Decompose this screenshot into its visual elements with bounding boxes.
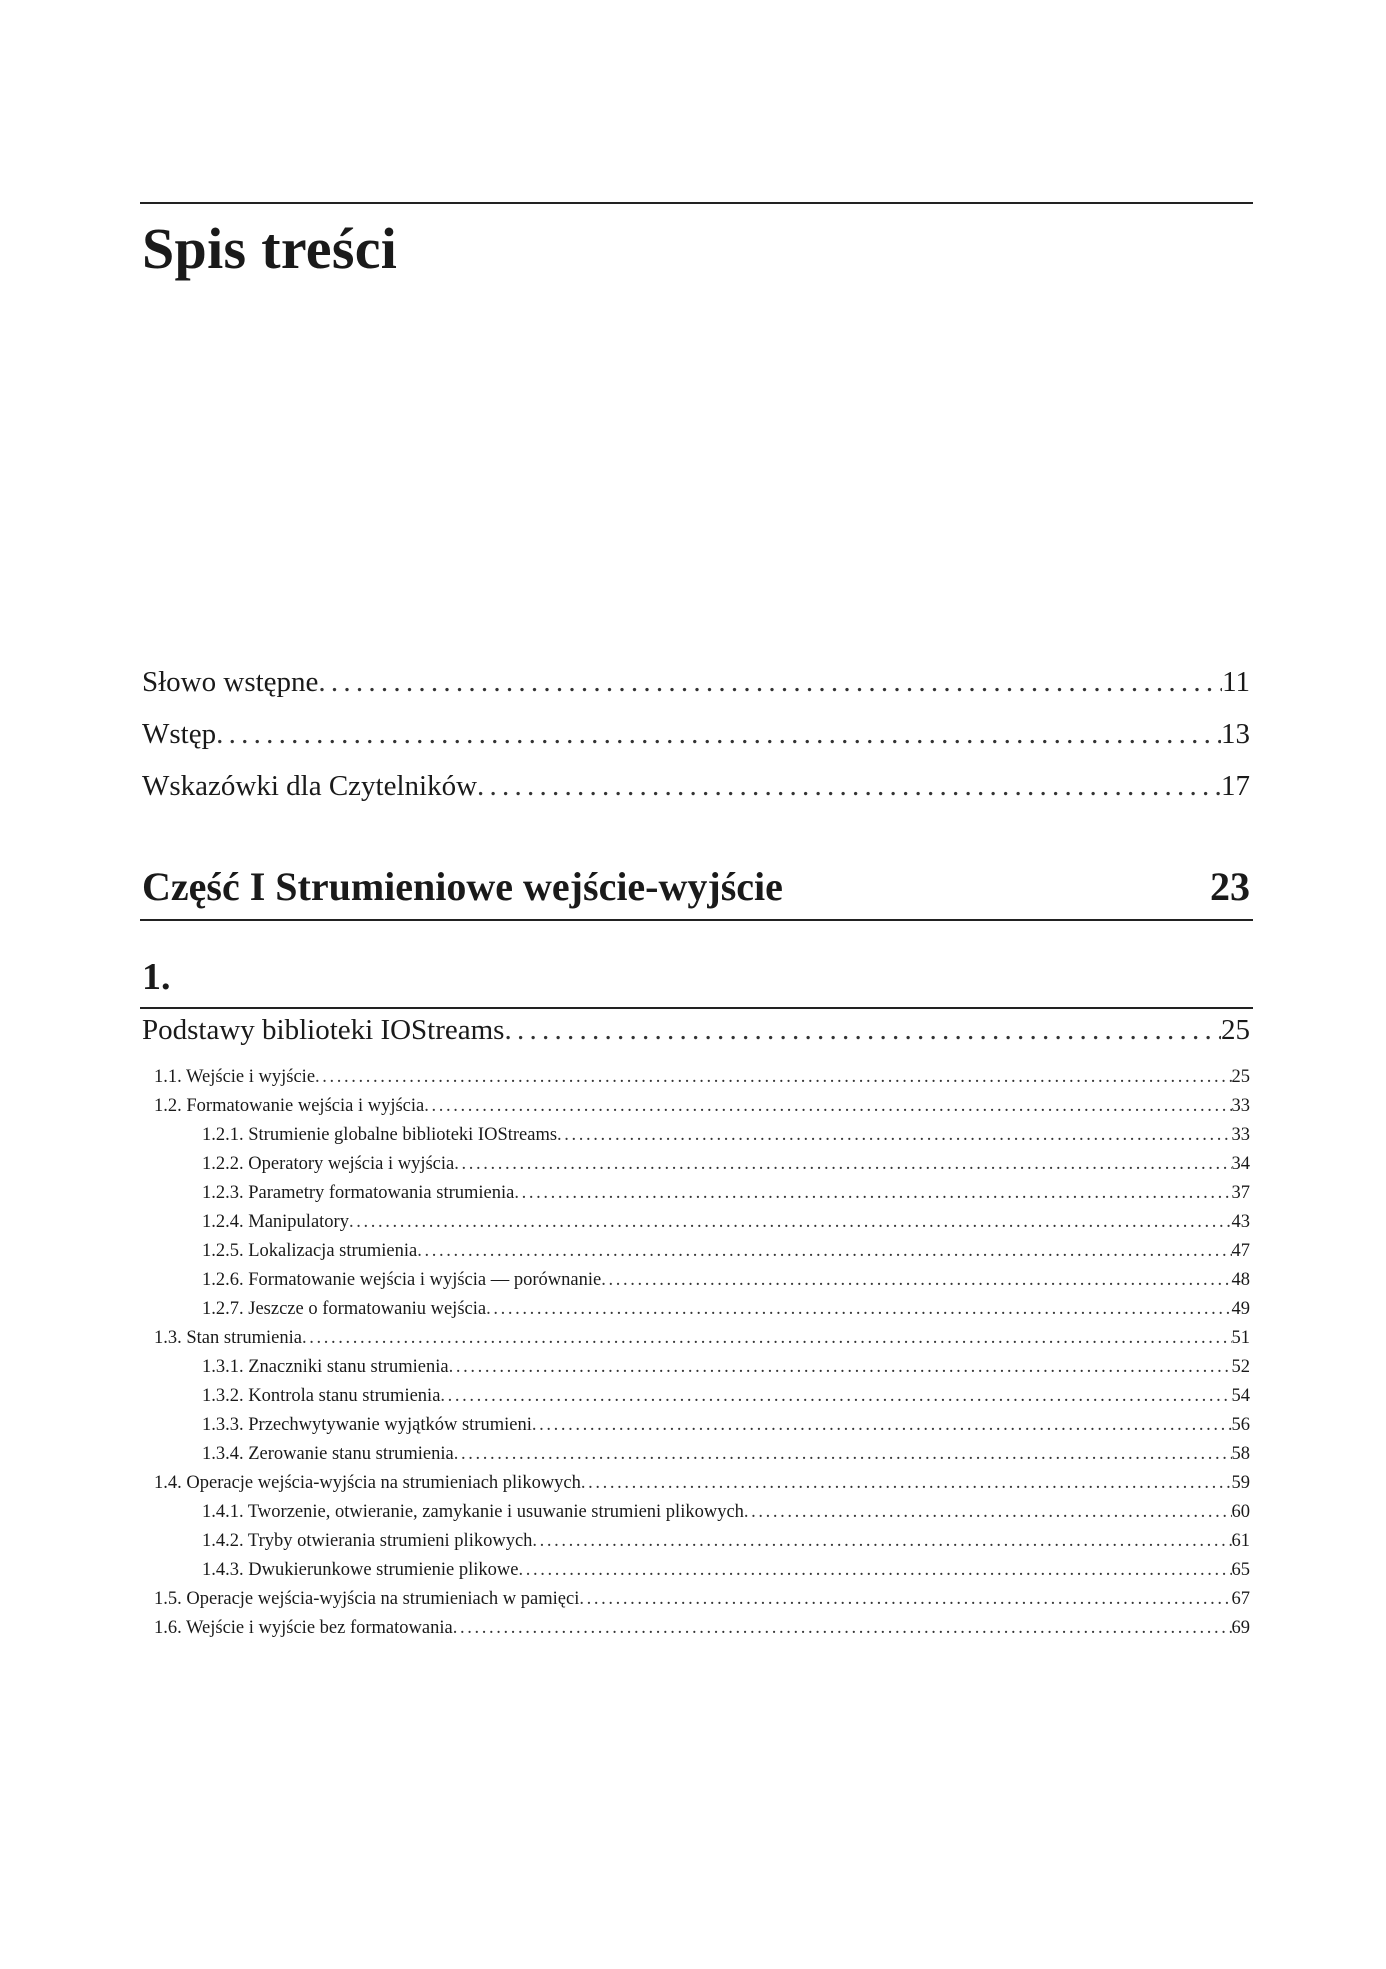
subsection-entry[interactable] (202, 1531, 1250, 1555)
toc-entry[interactable] (142, 718, 1250, 758)
page-title: Spis treści (142, 216, 398, 281)
dot-leader (315, 1067, 1231, 1088)
part-rule (140, 919, 1253, 921)
dot-leader (744, 1502, 1232, 1523)
toc-page (140, 0, 1253, 1969)
section-page: 59 (1231, 1473, 1250, 1493)
section-label: 1.2.2. Operatory wejścia i wyjścia (202, 1154, 455, 1174)
section-label: 1.2.3. Parametry formatowania strumienia (202, 1183, 515, 1203)
section-page: 58 (1231, 1444, 1250, 1464)
toc-entry[interactable] (142, 770, 1250, 810)
section-label: 1.2. Formatowanie wejścia i wyjścia (154, 1096, 425, 1116)
section-entry[interactable] (154, 1589, 1250, 1613)
dot-leader (349, 1212, 1232, 1233)
entry-page: 13 (1221, 718, 1250, 750)
dot-leader (302, 1328, 1232, 1349)
dot-leader (532, 1531, 1231, 1552)
chapter-page: 25 (1221, 1014, 1250, 1046)
part-page: 23 (1210, 864, 1250, 909)
section-page: 65 (1231, 1560, 1250, 1580)
chapter-entry[interactable] (142, 1014, 1250, 1054)
section-label: 1.3.1. Znaczniki stanu strumienia (202, 1357, 449, 1377)
subsection-entry[interactable] (202, 1415, 1250, 1439)
section-label: 1.4. Operacje wejścia-wyjścia na strumieniach plikowych (154, 1473, 581, 1493)
section-label: 1.3. Stan strumienia (154, 1328, 302, 1348)
section-page: 61 (1231, 1531, 1250, 1551)
part-heading[interactable] (142, 863, 1250, 915)
entry-label: Słowo wstępne (142, 666, 319, 698)
section-page: 47 (1231, 1241, 1250, 1261)
section-label: 1.3.4. Zerowanie stanu strumienia (202, 1444, 454, 1464)
section-page: 34 (1231, 1154, 1250, 1174)
subsection-entry[interactable] (202, 1270, 1250, 1294)
section-label: 1.3.3. Przechwytywanie wyjątków strumieni (202, 1415, 532, 1435)
part-label: Część I Strumieniowe wejście-wyjście (142, 864, 783, 909)
section-page: 51 (1231, 1328, 1250, 1348)
dot-leader (504, 1014, 1221, 1047)
section-page: 37 (1231, 1183, 1250, 1203)
section-page: 33 (1231, 1125, 1250, 1145)
dot-leader (440, 1386, 1231, 1407)
dot-leader (424, 1096, 1231, 1117)
subsection-entry[interactable] (202, 1125, 1250, 1149)
subsection-entry[interactable] (202, 1444, 1250, 1468)
toc-entry[interactable] (142, 666, 1250, 706)
chapter-title: Podstawy biblioteki IOStreams (142, 1014, 505, 1046)
section-page: 69 (1231, 1618, 1250, 1638)
section-page: 25 (1231, 1067, 1250, 1087)
subsection-entry[interactable] (202, 1299, 1250, 1323)
dot-leader (453, 1618, 1232, 1639)
section-page: 43 (1231, 1212, 1250, 1232)
section-page: 67 (1231, 1589, 1250, 1609)
section-label: 1.6. Wejście i wyjście bez formatowania (154, 1618, 453, 1638)
dot-leader (514, 1183, 1231, 1204)
subsection-entry[interactable] (202, 1241, 1250, 1265)
dot-leader (601, 1270, 1231, 1291)
entry-label: Wskazówki dla Czytelników (142, 770, 478, 802)
subsection-entry[interactable] (202, 1154, 1250, 1178)
section-entry[interactable] (154, 1618, 1250, 1642)
dot-leader (579, 1589, 1231, 1610)
section-page: 56 (1231, 1415, 1250, 1435)
section-label: 1.2.4. Manipulatory (202, 1212, 349, 1232)
subsection-entry[interactable] (202, 1357, 1250, 1381)
section-label: 1.2.5. Lokalizacja strumienia (202, 1241, 418, 1261)
subsection-entry[interactable] (202, 1212, 1250, 1236)
dot-leader (454, 1444, 1232, 1465)
dot-leader (216, 718, 1221, 751)
dot-leader (477, 770, 1221, 803)
chapter-number: 1. (142, 956, 171, 998)
dot-leader (519, 1560, 1232, 1581)
dot-leader (557, 1125, 1231, 1146)
subsection-entry[interactable] (202, 1502, 1250, 1526)
section-page: 33 (1231, 1096, 1250, 1116)
section-label: 1.4.1. Tworzenie, otwieranie, zamykanie i usuwanie strumieni plikowych (202, 1502, 744, 1522)
dot-leader (486, 1299, 1231, 1320)
entry-label: Wstęp (142, 718, 217, 750)
entry-page: 17 (1221, 770, 1250, 802)
dot-leader (454, 1154, 1231, 1175)
section-entry[interactable] (154, 1473, 1250, 1497)
chapter-rule (140, 1007, 1253, 1009)
section-page: 48 (1231, 1270, 1250, 1290)
section-label: 1.2.6. Formatowanie wejścia i wyjścia — porównanie (202, 1270, 602, 1290)
section-page: 49 (1231, 1299, 1250, 1319)
dot-leader (417, 1241, 1231, 1262)
section-label: 1.3.2. Kontrola stanu strumienia (202, 1386, 441, 1406)
dot-leader (318, 666, 1222, 699)
dot-leader (532, 1415, 1232, 1436)
section-page: 60 (1231, 1502, 1250, 1522)
dot-leader (449, 1357, 1232, 1378)
section-entry[interactable] (154, 1328, 1250, 1352)
subsection-entry[interactable] (202, 1183, 1250, 1207)
section-label: 1.4.2. Tryby otwierania strumieni plikowych (202, 1531, 533, 1551)
section-label: 1.2.1. Strumienie globalne biblioteki IOStreams (202, 1125, 558, 1145)
section-page: 52 (1231, 1357, 1250, 1377)
section-entry[interactable] (154, 1067, 1250, 1091)
entry-page: 11 (1222, 666, 1250, 698)
section-label: 1.2.7. Jeszcze o formatowaniu wejścia (202, 1299, 487, 1319)
section-label: 1.4.3. Dwukierunkowe strumienie plikowe (202, 1560, 519, 1580)
dot-leader (581, 1473, 1232, 1494)
subsection-entry[interactable] (202, 1560, 1250, 1584)
section-entry[interactable] (154, 1096, 1250, 1120)
top-rule (140, 202, 1253, 204)
section-label: 1.1. Wejście i wyjście (154, 1067, 316, 1087)
subsection-entry[interactable] (202, 1386, 1250, 1410)
section-label: 1.5. Operacje wejścia-wyjścia na strumieniach w pamięci (154, 1589, 580, 1609)
section-page: 54 (1231, 1386, 1250, 1406)
